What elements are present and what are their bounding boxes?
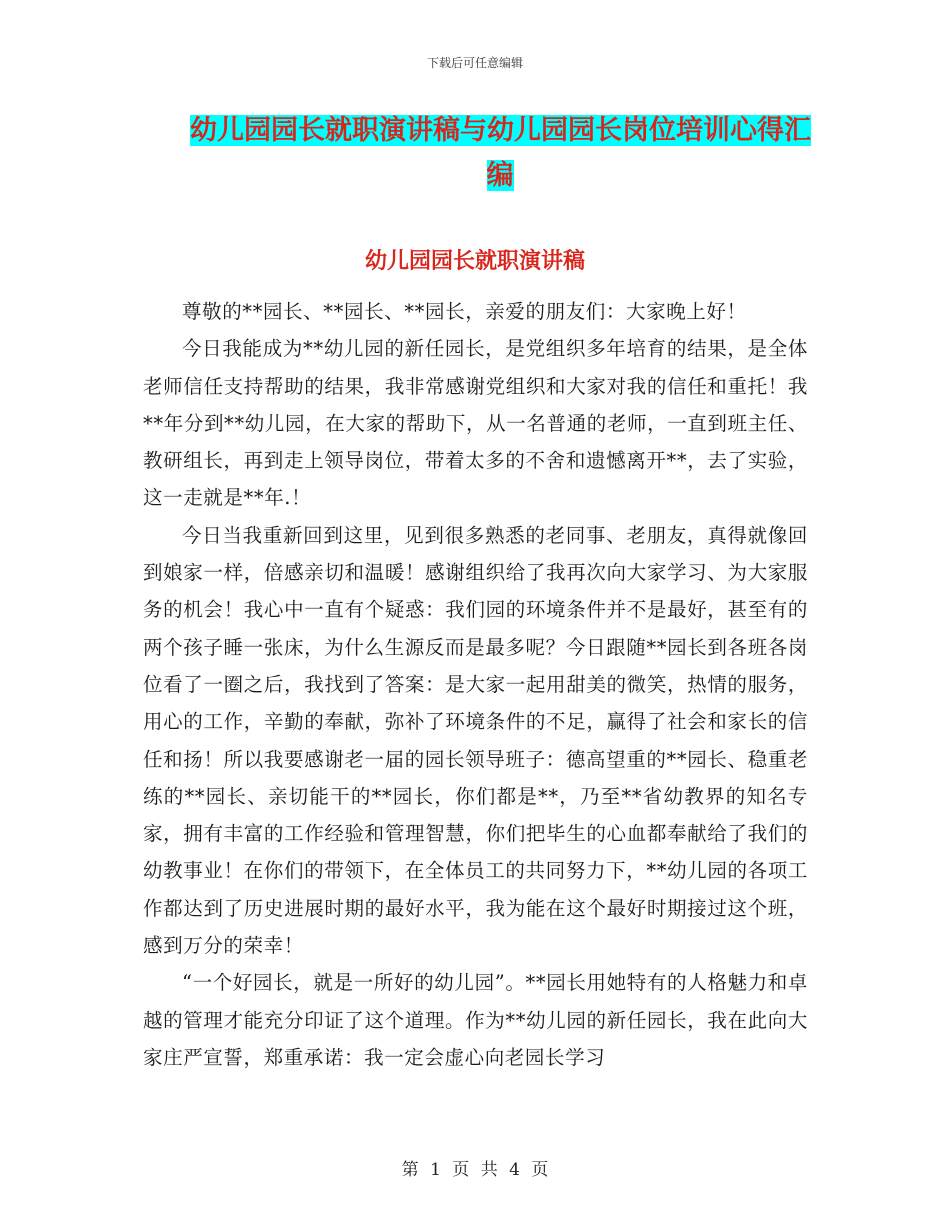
document-title — [190, 108, 810, 198]
page-footer: 第 1 页 共 4 页 — [401, 1160, 549, 1180]
paragraph: “一个好园长，就是一所好的幼儿园”。**园长用她特有的人格魅力和卓越的管理才能充分印证了这个道理。作为**幼儿园的新任园长，我在此向大家庄严宣誓，郑重承诺：我一定会虚心向老园长学习 — [143, 971, 808, 1069]
paragraph-greeting: 尊敬的**园长、**园长、**园长，亲爱的朋友们：大家晚上好！ — [182, 300, 747, 323]
document-body — [143, 293, 808, 1076]
paragraph: 今日我能成为**幼儿园的新任园长，是党组织多年培育的结果，是全体老师信任支持帮助的结果，我非常感谢党组织和大家对我的信任和重托！我**年分到**幼儿园，在大家的帮助下，从一名普通的老师，一直到班主任、教研组长，再到走上领导岗位，带着太多的不舍和遗憾离开**，去了实验，这一走就是**年.！ — [143, 337, 808, 510]
section-title: 幼儿园园长就职演讲稿 — [364, 249, 585, 274]
document-title-line2: 编 — [486, 160, 514, 191]
paragraph: 今日当我重新回到这里，见到很多熟悉的老同事、老朋友，真得就像回到娘家一样，倍感亲切和温暖！感谢组织给了我再次向大家学习、为大家服务的机会！我心中一直有个疑惑：我们园的环境条件并不是最好，甚至有的两个孩子睡一张床，为什么生源反而是最多呢？今日跟随**园长到各班各岗位看了一圈之后，我找到了答案：是大家一起用甜美的微笑，热情的服务，用心的工作，辛勤的奉献，弥补了环境条件的不足，赢得了社会和家长的信任和扬！所以我要感谢老一届的园长领导班子：德高望重的**园长、稳重老练的**园长、亲切能干的**园长，你们都是**，乃至**省幼教界的知名专家，拥有丰富的工作经验和管理智慧，你们把毕生的心血都奉献给了我们的幼教事业！在你们的带领下，在全体员工的共同努力下，**幼儿园的各项工作都达到了历史进展时期的最好水平，我为能在这个最好时期接过这个班，感到万分的荣幸！ — [143, 523, 808, 958]
header-note: 下载后可任意编辑 — [426, 56, 523, 70]
document-title-line1: 幼儿园园长就职演讲稿与幼儿园园长岗位培训心得汇 — [190, 115, 811, 146]
